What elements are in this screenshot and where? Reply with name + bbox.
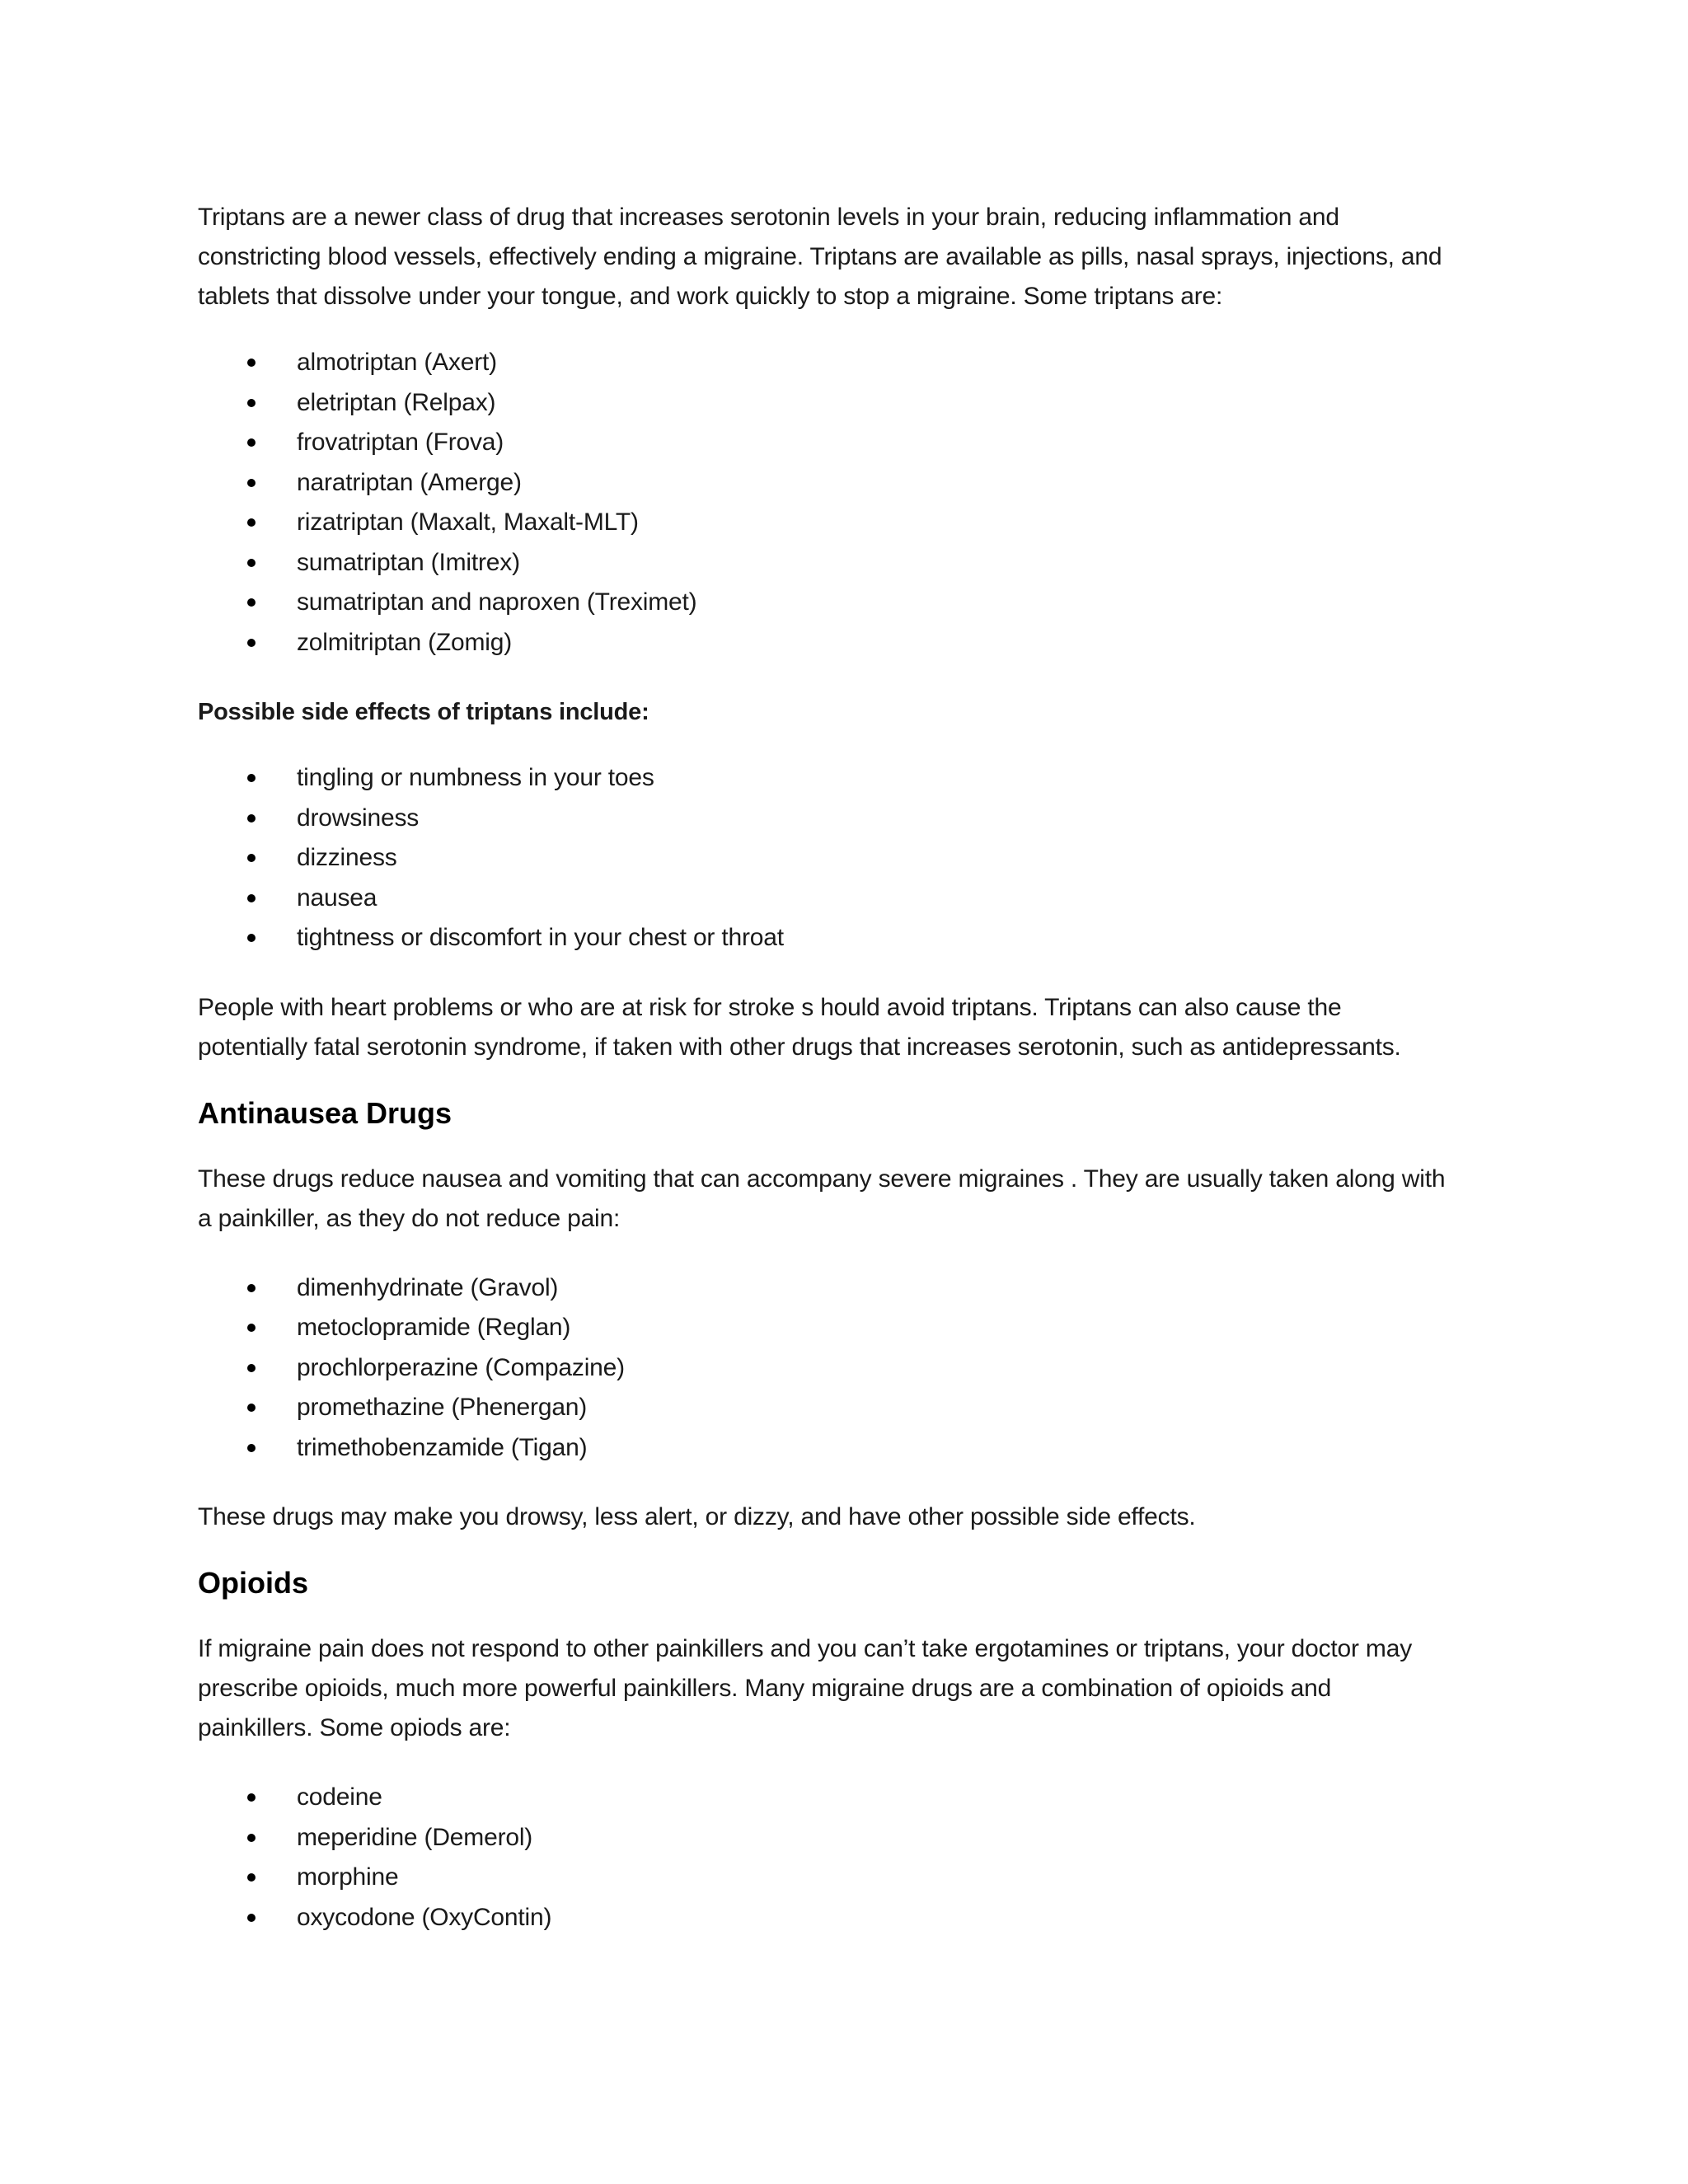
bullet-icon xyxy=(247,854,256,862)
text-line: potentially fatal serotonin syndrome, if taken with other drugs that increases serotonin, such as antidepressants. xyxy=(198,1033,1401,1061)
list-item: morphine xyxy=(198,1858,1517,1898)
bullet-icon xyxy=(247,814,256,823)
triptans-list xyxy=(198,343,1517,663)
bullet-icon xyxy=(247,1364,256,1372)
opioids-list xyxy=(198,1778,1517,1938)
document-page xyxy=(198,198,1517,1938)
bullet-icon xyxy=(247,1444,256,1452)
antinausea-note: These drugs may make you drowsy, less alert, or dizzy, and have other possible side effects. xyxy=(198,1503,1196,1530)
bullet-icon xyxy=(247,1404,256,1412)
list-item: promethazine (Phenergan) xyxy=(198,1388,1517,1428)
side-effects-list xyxy=(198,758,1517,958)
list-item: oxycodone (OxyContin) xyxy=(198,1898,1517,1938)
bullet-icon xyxy=(247,598,256,607)
list-item: sumatriptan and naproxen (Treximet) xyxy=(198,583,1517,623)
antinausea-intro-paragraph xyxy=(198,1160,1517,1239)
list-item: nausea xyxy=(198,879,1517,919)
list-item: metoclopramide (Reglan) xyxy=(198,1308,1517,1348)
bullet-icon xyxy=(247,479,256,487)
list-item: tightness or discomfort in your chest or throat xyxy=(198,918,1517,958)
bullet-icon xyxy=(247,934,256,942)
text-line: Triptans are a newer class of drug that increases serotonin levels in your brain, reducing inflammation and xyxy=(198,204,1339,231)
list-item: codeine xyxy=(198,1778,1517,1818)
text-line: These drugs reduce nausea and vomiting that can accompany severe migraines . They are usually taken along with xyxy=(198,1165,1446,1193)
antinausea-list xyxy=(198,1268,1517,1469)
list-item: drowsiness xyxy=(198,799,1517,839)
list-item: eletriptan (Relpax) xyxy=(198,383,1517,424)
list-item: rizatriptan (Maxalt, Maxalt-MLT) xyxy=(198,503,1517,543)
list-item: almotriptan (Axert) xyxy=(198,343,1517,383)
text-line: If migraine pain does not respond to other painkillers and you can’t take ergotamines or triptans, your doctor may xyxy=(198,1635,1413,1662)
list-item: zolmitriptan (Zomig) xyxy=(198,623,1517,663)
bullet-icon xyxy=(247,639,256,647)
bullet-icon xyxy=(247,1793,256,1802)
bullet-icon xyxy=(247,559,256,567)
bullet-icon xyxy=(247,518,256,527)
antinausea-heading: Antinausea Drugs xyxy=(198,1095,452,1130)
bullet-icon xyxy=(247,399,256,407)
bullet-icon xyxy=(247,774,256,782)
bullet-icon xyxy=(247,1873,256,1882)
text-line: prescribe opioids, much more powerful painkillers. Many migraine drugs are a combination of opioids and xyxy=(198,1675,1332,1702)
opioids-intro-paragraph xyxy=(198,1629,1517,1748)
list-item: meperidine (Demerol) xyxy=(198,1818,1517,1858)
bullet-icon xyxy=(247,1834,256,1842)
opioids-heading: Opioids xyxy=(198,1566,308,1600)
text-line: tablets that dissolve under your tongue, and work quickly to stop a migraine. Some triptans are: xyxy=(198,283,1223,310)
list-item: dimenhydrinate (Gravol) xyxy=(198,1268,1517,1309)
text-line: painkillers. Some opiods are: xyxy=(198,1714,511,1741)
list-item: prochlorperazine (Compazine) xyxy=(198,1348,1517,1389)
side-effects-heading: Possible side effects of triptans include: xyxy=(198,699,649,725)
text-line: People with heart problems or who are at risk for stroke s hould avoid triptans. Triptans can also cause the xyxy=(198,993,1342,1021)
triptans-warning-paragraph xyxy=(198,988,1517,1067)
list-item: tingling or numbness in your toes xyxy=(198,758,1517,799)
list-item: trimethobenzamide (Tigan) xyxy=(198,1428,1517,1469)
bullet-icon xyxy=(247,438,256,447)
bullet-icon xyxy=(247,894,256,902)
list-item: sumatriptan (Imitrex) xyxy=(198,543,1517,583)
text-line: constricting blood vessels, effectively ending a migraine. Triptans are available as pills, nasal sprays, injections, and xyxy=(198,243,1442,270)
list-item: naratriptan (Amerge) xyxy=(198,463,1517,504)
bullet-icon xyxy=(247,359,256,367)
list-item: dizziness xyxy=(198,838,1517,879)
triptans-intro-paragraph xyxy=(198,198,1517,316)
bullet-icon xyxy=(247,1324,256,1332)
list-item: frovatriptan (Frova) xyxy=(198,423,1517,463)
bullet-icon xyxy=(247,1284,256,1292)
text-line: a painkiller, as they do not reduce pain: xyxy=(198,1204,621,1232)
bullet-icon xyxy=(247,1914,256,1922)
